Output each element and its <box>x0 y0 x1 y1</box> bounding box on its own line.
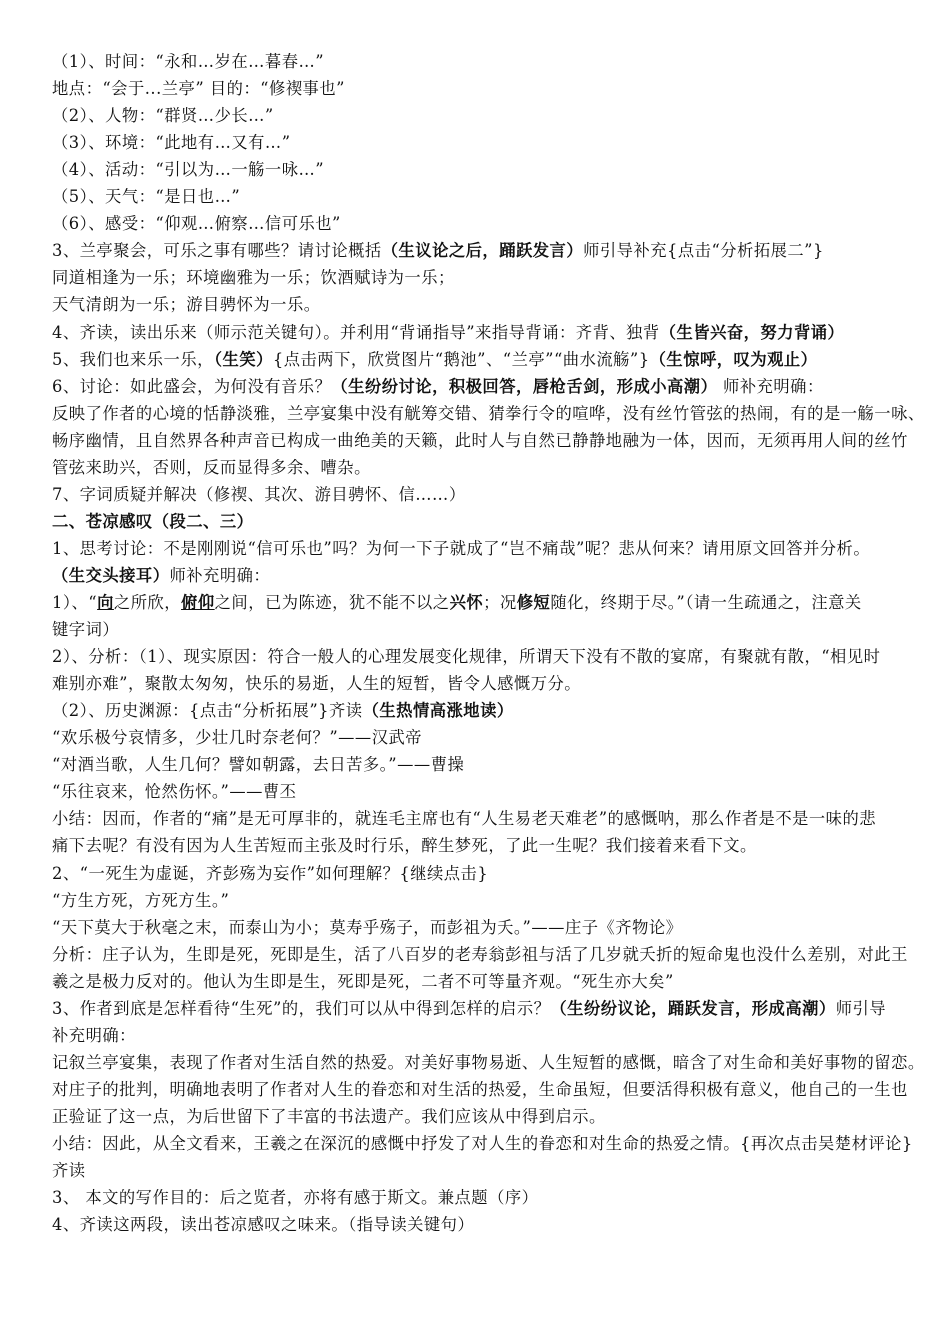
text-segment: 同道相逢为一乐；环境幽雅为一乐；饮酒赋诗为一乐； <box>52 268 455 288</box>
text-line <box>52 214 341 234</box>
bold-text-segment: （生交头接耳） <box>52 565 170 585</box>
text-line <box>52 593 862 613</box>
text-line <box>52 431 908 451</box>
bold-text-segment: （生热情高涨地读） <box>362 701 514 721</box>
text-segment: （5）、天气：“是日也…” <box>52 187 241 207</box>
text-segment: 4、齐读，读出乐来（师示范关键句）。并利用“背诵指导”来指导背诵：齐背、独背 <box>52 322 660 342</box>
text-segment: 3、兰亭聚会，可乐之事有哪些？请讨论概括 <box>52 241 382 261</box>
text-line <box>52 972 674 992</box>
text-line <box>52 106 274 126</box>
text-segment: （3）、环境：“此地有…又有…” <box>52 133 291 153</box>
text-segment: 齐读 <box>52 1161 86 1181</box>
text-segment: 之所欣， <box>113 593 182 612</box>
text-line <box>52 268 455 288</box>
text-line <box>52 728 422 748</box>
text-segment: 小结：因而，作者的“痛”是无可厚非的，就连毛主席也有“人生易老天难老”的感慨呐，那么作者是不是一味的悲 <box>52 809 877 829</box>
text-segment: 师引导补充{点击“分析拓展二”} <box>583 241 824 261</box>
bold-text-segment: （生议论之后，踊跃发言） <box>381 241 584 261</box>
bold-text-segment: 兴怀 <box>449 593 484 612</box>
text-line <box>52 458 371 478</box>
text-line <box>52 755 464 775</box>
text-line <box>52 1080 908 1100</box>
text-segment: 2、“一死生为虚诞，齐彭殇为妄作”如何理解？{继续点击} <box>52 863 489 883</box>
text-segment: （2）、人物：“群贤…少长…” <box>52 106 274 126</box>
text-line <box>52 512 253 532</box>
bold-text-segment: （生纷纷讨论，积极回答，唇枪舌剑，形成小高潮） <box>331 376 718 396</box>
text-segment: 2）、分析：（1）、现实原因：符合一般人的心理发展变化规律，所谓天下没有不散的宴席，有聚就有散，“相见时 <box>52 647 881 667</box>
text-segment: 师补充明确： <box>717 376 824 396</box>
text-segment: “方生方死，方死方生。” <box>52 890 230 910</box>
text-line <box>52 1053 925 1073</box>
text-segment: 地点：“会于...兰亭” 目的：“修禊事也” <box>52 79 345 99</box>
text-line <box>52 1161 86 1181</box>
text-segment: 分析：庄子认为，生即是死，死即是生，活了八百岁的老寿翁彭祖与活了几岁就夭折的短命鬼也没什么差别，对此王 <box>52 944 908 964</box>
text-line <box>52 241 824 261</box>
text-segment: 反映了作者的心境的恬静淡雅，兰亭宴集中没有觥筹交错、猜拳行令的喧哗，没有丝竹管弦的热闹，有的是一觞一咏、 <box>52 403 925 423</box>
text-segment: 对庄子的批判，明确地表明了作者对人生的眷恋和对生活的热爱，生命虽短，但要活得积极有意义，他自己的一生也 <box>52 1079 908 1099</box>
text-segment: {点击两下，欣赏图片“鹅池”、“兰亭”“曲水流觞”} <box>272 349 650 369</box>
text-segment: “对酒当歌，人生几何？譬如朝露，去日苦多。”——曹操 <box>52 755 465 775</box>
text-segment: “欢乐极兮哀情多，少壮几时奈老何？”——汉武帝 <box>52 728 423 748</box>
text-segment: （4）、活动：“引以为…一觞一咏…” <box>52 160 325 180</box>
text-segment: ；况 <box>483 593 517 612</box>
text-segment: 1、思考讨论：不是刚刚说“信可乐也”吗？为何一下子就成了“岂不痛哉”呢？悲从何来？请用原文回答并分析。 <box>52 538 871 558</box>
text-line <box>52 999 886 1019</box>
text-line <box>52 377 824 397</box>
text-segment: （2）、历史渊源：{点击“分析拓展”}齐读 <box>52 701 363 721</box>
text-line <box>52 1188 538 1208</box>
text-line <box>52 160 324 180</box>
text-segment: 天气清朗为一乐；游目骋怀为一乐。 <box>52 295 321 315</box>
text-segment: 记叙兰亭宴集，表现了作者对生活自然的热爱。对美好事物易逝、人生短暂的感慨，暗含了对生命和美好事物的留恋。 <box>52 1052 925 1072</box>
text-line <box>52 404 925 424</box>
text-segment: （1）、时间：“永和…岁在…暮春…” <box>52 52 325 71</box>
text-line <box>52 79 345 99</box>
text-line <box>52 918 682 938</box>
text-line <box>52 836 757 856</box>
text-segment: 3、 本文的写作目的：后之览者，亦将有感于斯文。兼点题（序） <box>52 1188 539 1208</box>
text-segment: 6、讨论：如此盛会，为何没有音乐？ <box>52 376 332 396</box>
text-line <box>52 782 296 802</box>
text-segment: 小结：因此，从全文看来，王羲之在深沉的感慨中抒发了对人生的眷恋和对生命的热爱之情。{再次点击吴楚材评论} <box>52 1134 913 1153</box>
text-segment: “天下莫大于秋毫之末，而泰山为小；莫寿乎殇子，而彭祖为夭。”——庄子《齐物论》 <box>52 917 683 937</box>
text-segment: 正验证了这一点，为后世留下了丰富的书法遗产。我们应该从中得到启示。 <box>52 1106 606 1126</box>
text-line <box>52 647 880 667</box>
text-segment: 之间，已为陈迹，犹不能不以之 <box>214 593 450 612</box>
text-line <box>52 891 229 911</box>
text-line <box>52 1134 913 1154</box>
bold-text-segment: （生笑） <box>213 349 273 369</box>
text-segment: 难别亦难”，聚散太匆匆，快乐的易逝，人生的短暂，皆令人感慨万分。 <box>52 674 582 694</box>
text-line <box>52 52 324 72</box>
text-line <box>52 809 876 829</box>
bold-text-segment: （生惊呼，叹为观止） <box>649 349 818 369</box>
bold-text-segment: （生纷纷议论，踊跃发言，形成高潮） <box>550 998 836 1018</box>
text-segment: 随化，终期于尽。”（请一生疏通之，注意关 <box>550 593 862 612</box>
text-segment: 师引导 <box>835 998 887 1018</box>
text-segment: 3、作者到底是怎样看待“生死”的，我们可以从中得到怎样的启示？ <box>52 998 551 1018</box>
bold-text-segment: （生皆兴奋，努力背诵） <box>659 322 845 342</box>
text-segment: 羲之是极力反对的。他认为生即是生，死即是死，二者不可等量齐观。“死生亦大矣” <box>52 971 674 991</box>
bold-text-segment: 二、苍凉感叹（段二、三） <box>52 511 254 531</box>
text-line <box>52 1107 606 1127</box>
text-line <box>52 1215 474 1235</box>
text-line <box>52 1026 136 1046</box>
text-line <box>52 485 466 505</box>
text-line <box>52 350 817 370</box>
text-line <box>52 945 908 965</box>
text-segment: 痛下去呢？有没有因为人生苦短而主张及时行乐，醉生梦死，了此一生呢？我们接着来看下文。 <box>52 836 757 856</box>
text-line <box>52 566 270 586</box>
text-line <box>52 620 119 640</box>
text-line <box>52 864 488 884</box>
bold-text-segment: 修短 <box>516 593 551 612</box>
bold-text-segment: 俯仰 <box>181 593 215 612</box>
text-segment: 键字词） <box>52 620 120 640</box>
text-line <box>52 674 581 694</box>
text-segment: “乐往哀来，怆然伤怀。”——曹丕 <box>52 782 297 802</box>
text-segment: 管弦来助兴，否则，反而显得多余、嘈杂。 <box>52 457 371 477</box>
text-segment: 补充明确： <box>52 1025 136 1045</box>
text-segment: 1）、“ <box>52 593 98 612</box>
text-line <box>52 133 291 153</box>
text-line <box>52 323 844 343</box>
text-segment: 4、齐读这两段，读出苍凉感叹之味来。（指导读关键句） <box>52 1215 475 1235</box>
text-line <box>52 187 240 207</box>
text-line <box>52 701 514 721</box>
text-line <box>52 539 870 559</box>
bold-text-segment: 向 <box>97 593 114 612</box>
text-segment: 师补充明确： <box>169 565 271 585</box>
text-line <box>52 295 321 315</box>
text-segment: 5、我们也来乐一乐， <box>52 349 214 369</box>
text-segment: 7、字词质疑并解决（修禊、其次、游目骋怀、信……） <box>52 484 466 504</box>
text-segment: 畅序幽情，且自然界各种声音已构成一曲绝美的天籁，此时人与自然已静静地融为一体，因而，无须再用人间的丝竹 <box>52 430 908 450</box>
text-segment: （6）、感受：“仰观…俯察…信可乐也” <box>52 214 341 234</box>
